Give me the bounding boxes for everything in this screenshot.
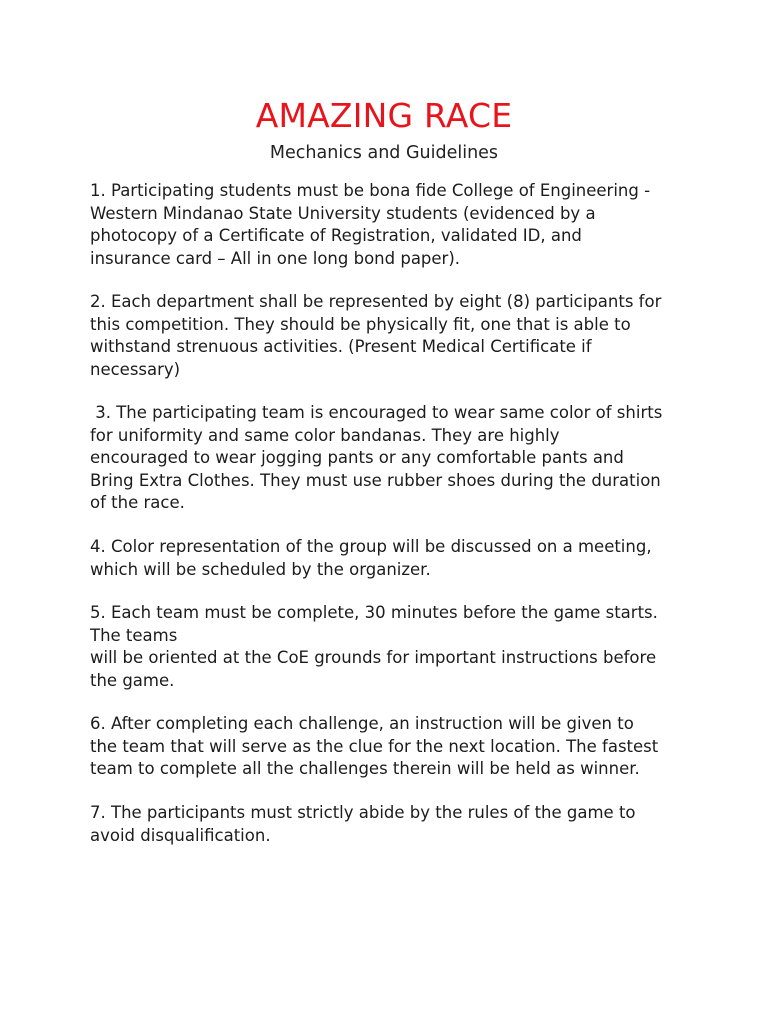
rule-3-line-1: 3. The participating team is encouraged to wear same color of shirts: [90, 403, 663, 422]
document-subtitle: Mechanics and Guidelines: [269, 143, 499, 163]
rule-2-line-4: necessary): [90, 359, 181, 379]
rule-paragraph-2: [90, 291, 690, 381]
rule-7-line-1: 7. The participants must strictly abide by the rules of the game to: [90, 803, 636, 822]
rule-4-line-1: 4. Color representation of the group will be discussed on a meeting,: [90, 537, 652, 556]
rule-1-line-1: 1. Participating students must be bona fide College of Engineering -: [90, 181, 651, 200]
rule-2-line-3: withstand strenuous activities. (Present Medical Certificate if: [90, 337, 592, 356]
rule-paragraph-3: [90, 402, 690, 515]
rule-paragraph-1: [90, 180, 690, 270]
rule-2-line-1: 2. Each department shall be represented by eight (8) participants for: [90, 292, 662, 311]
rule-1-line-2: Western Mindanao State University students (evidenced by a: [90, 203, 596, 223]
rule-4-line-2: which will be scheduled by the organizer.: [90, 559, 431, 579]
rule-5-line-3: will be oriented at the CoE grounds for important instructions before: [90, 648, 657, 667]
rule-paragraph-7: [90, 802, 690, 847]
rule-5-line-4: the game.: [90, 670, 175, 690]
rule-paragraph-4: [90, 536, 690, 581]
rule-3-line-5: of the race.: [90, 493, 185, 512]
rule-5-line-2: The teams: [90, 625, 178, 645]
document-title: AMAZING RACE: [255, 96, 513, 135]
rule-3-line-4: Bring Extra Clothes. They must use rubber shoes during the duration: [90, 470, 661, 490]
rule-7-line-2: avoid disqualification.: [90, 825, 271, 845]
rule-6-line-2: the team that will serve as the clue for the next location. The fastest: [90, 736, 659, 756]
rule-6-line-3: team to complete all the challenges therein will be held as winner.: [90, 759, 640, 778]
rule-paragraph-6: [90, 713, 690, 781]
rule-3-line-3: encouraged to wear jogging pants or any comfortable pants and: [90, 448, 624, 467]
rule-1-line-4: insurance card – All in one long bond paper).: [90, 248, 461, 268]
rule-5-line-1: 5. Each team must be complete, 30 minutes before the game starts.: [90, 603, 658, 622]
rule-1-line-3: photocopy of a Certificate of Registration, validated ID, and: [90, 226, 582, 245]
rule-2-line-2: this competition. They should be physically fit, one that is able to: [90, 314, 631, 334]
rule-3-line-2: for uniformity and same color bandanas. They are highly: [90, 425, 560, 445]
rule-6-line-1: 6. After completing each challenge, an instruction will be given to: [90, 714, 634, 733]
rule-paragraph-5: [90, 602, 690, 692]
